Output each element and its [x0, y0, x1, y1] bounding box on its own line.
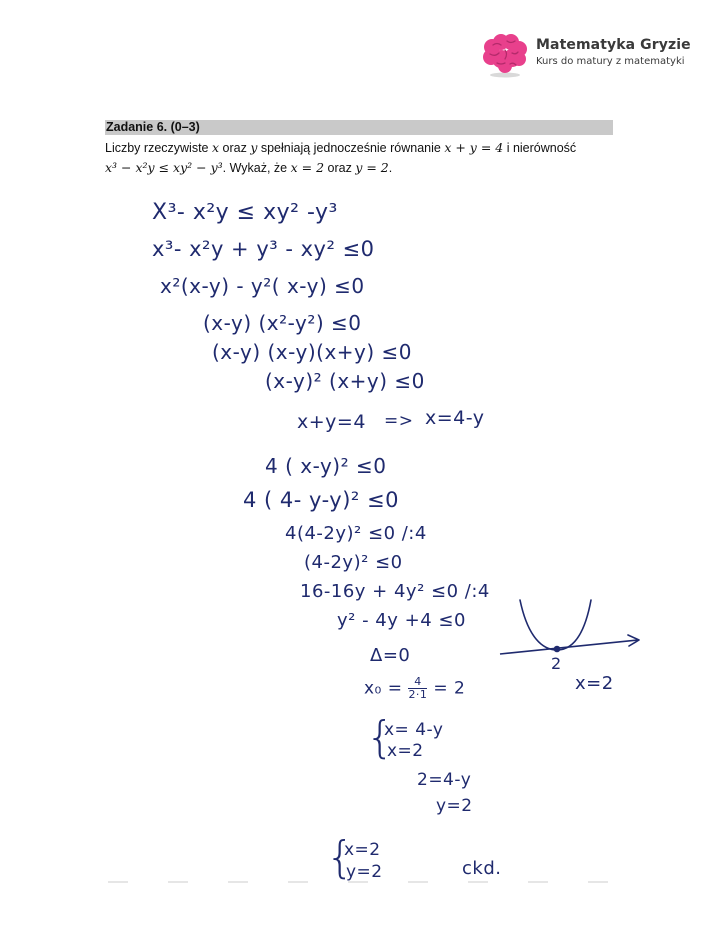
task-text: Liczby rzeczywiste: [105, 141, 212, 155]
math-equation: x + y = 4: [444, 140, 504, 155]
fraction-numerator: 4: [408, 676, 427, 689]
task-statement-line-1: [105, 138, 615, 158]
conclusion-ckd: ckd.: [462, 858, 502, 879]
task-text: .: [388, 161, 393, 175]
math-x-value: x = 2: [290, 160, 325, 175]
solution-line: (x-y)² (x+y) ≤0: [265, 369, 425, 393]
solution-line: y=2: [436, 796, 473, 816]
task-text: i nierówność: [503, 141, 577, 155]
graph-note: x=2: [575, 673, 614, 694]
task-text: oraz: [219, 141, 251, 155]
solution-line: 2=4-y: [417, 770, 472, 790]
solution-line: x+y=4: [297, 411, 366, 433]
solution-line: (x-y) (x²-y²) ≤0: [203, 311, 362, 335]
math-inequality: x³ − x²y ≤ xy² − y³: [105, 160, 223, 175]
brand-title: Matematyka Gryzie: [536, 37, 691, 53]
brand-logo: [481, 32, 701, 80]
brain-icon: [481, 32, 529, 78]
task-text: . Wykaż, że: [222, 161, 291, 175]
vertex-point: [554, 646, 561, 653]
solution-line: x=2: [387, 741, 424, 761]
task-text: spełniają jednocześnie równanie: [257, 141, 445, 155]
system-brace: {: [366, 712, 394, 763]
fraction-denominator: 2·1: [408, 688, 428, 701]
vertex-formula: [364, 676, 465, 701]
vertex-label: x₀ =: [364, 678, 409, 699]
solution-line: (4-2y)² ≤0: [304, 552, 403, 573]
parabola-sketch: [498, 598, 648, 690]
solution-line: 4 ( x-y)² ≤0: [265, 454, 387, 478]
solution-line: x=4-y: [425, 407, 485, 429]
fraction: [408, 676, 427, 701]
solution-line: (x-y) (x-y)(x+y) ≤0: [212, 340, 413, 364]
x-axis-line: [500, 640, 638, 654]
math-y: y: [250, 140, 258, 155]
solution-line: 4(4-2y)² ≤0 /:4: [285, 523, 427, 544]
solution-line: x³- x²y + y³ - xy² ≤0: [152, 237, 375, 261]
task-header: Zadanie 6. (0–3): [105, 120, 613, 135]
solution-line: y² - 4y +4 ≤0: [337, 610, 466, 631]
solution-line: y=2: [346, 862, 383, 882]
math-x: x: [211, 140, 220, 155]
parabola-curve: [520, 600, 591, 650]
task-statement-line-2: [105, 158, 615, 178]
math-y-value: y = 2: [355, 160, 389, 175]
solution-line: X³- x²y ≤ xy² -y³: [152, 200, 338, 225]
solution-line: x=2: [344, 840, 381, 860]
brand-subtitle: Kurs do matury z matematyki: [536, 56, 685, 67]
system-brace: {: [326, 832, 354, 883]
scan-edge-artifact: [108, 880, 608, 884]
task-text: oraz: [324, 161, 356, 175]
implies-arrow: =>: [384, 411, 414, 431]
solution-line: 16-16y + 4y² ≤0 /:4: [300, 581, 490, 602]
solution-line: 4 ( 4- y-y)² ≤0: [243, 488, 399, 512]
task-statement: [105, 138, 615, 178]
graph-point-label: 2: [551, 654, 562, 673]
solution-line: Δ=0: [370, 645, 411, 666]
vertex-result: = 2: [427, 678, 466, 699]
solution-line: x²(x-y) - y²( x-y) ≤0: [160, 274, 365, 298]
solution-line: x= 4-y: [384, 720, 444, 740]
